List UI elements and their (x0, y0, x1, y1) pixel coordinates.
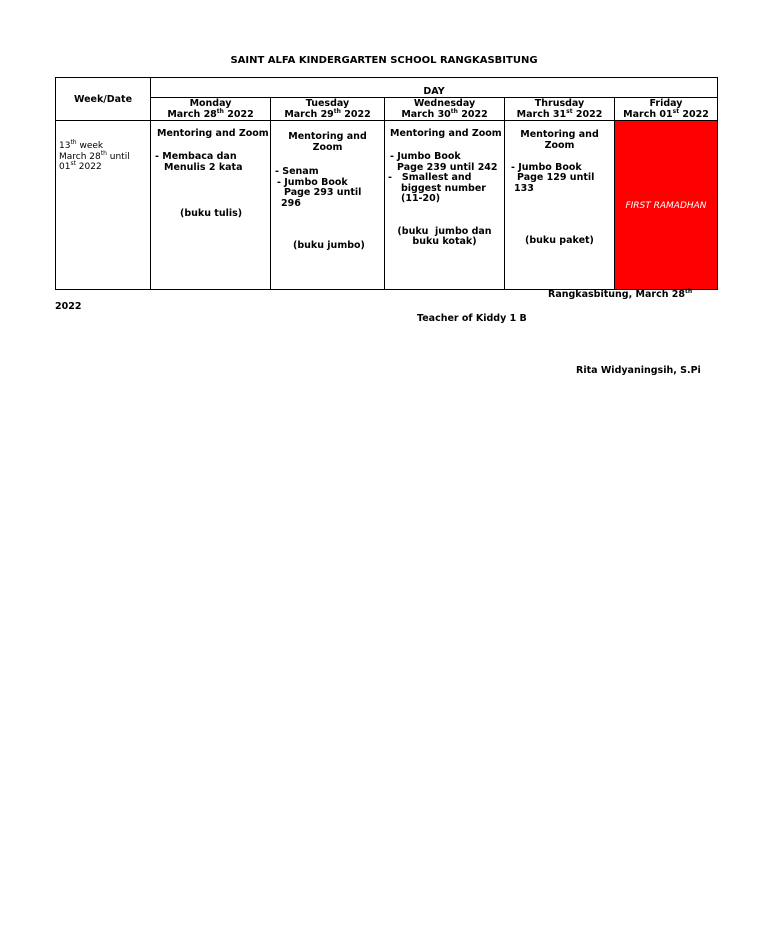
schedule-table (55, 77, 718, 290)
day-column-header (615, 98, 718, 121)
thursday-cell (505, 121, 615, 290)
year-text: 2022 (55, 301, 82, 312)
tuesday-item: Page 293 until (284, 187, 362, 198)
day-columns-row (56, 98, 718, 121)
monday-item: - Membaca dan (155, 151, 237, 162)
wednesday-note: (buku jumbo dan (397, 226, 492, 237)
teacher-title: Teacher of Kiddy 1 B (417, 313, 527, 324)
tuesday-item: - Senam (275, 166, 319, 177)
day-header: DAY (151, 78, 718, 98)
day-date: March 28th 2022 (167, 107, 254, 120)
day-name: Tuesday (305, 98, 350, 109)
thursday-heading: Zoom (544, 140, 575, 151)
thursday-note: (buku paket) (525, 235, 594, 246)
wednesday-item: (11-20) (401, 193, 441, 204)
signature-name: Rita Widyaningsih, S.Pi (576, 365, 701, 376)
wednesday-item: - Jumbo Book (390, 151, 461, 162)
tuesday-cell (271, 121, 385, 290)
tuesday-item: - Jumbo Book (277, 177, 348, 188)
tuesday-note: (buku jumbo) (293, 240, 365, 251)
day-column-header (385, 98, 505, 121)
day-column-header (271, 98, 385, 121)
thursday-item: Page 129 until (517, 172, 595, 183)
day-column-header (505, 98, 615, 121)
day-date: March 30th 2022 (401, 107, 488, 120)
thursday-heading: Mentoring and (520, 129, 599, 140)
tuesday-heading: Mentoring and (288, 131, 367, 142)
week-date-header: Week/Date (56, 78, 151, 121)
monday-note: (buku tulis) (180, 208, 243, 219)
day-name: Friday (649, 98, 683, 109)
monday-cell (151, 121, 271, 290)
holiday-label: FIRST RAMADHAN (625, 200, 707, 211)
thursday-item: 133 (514, 183, 534, 194)
wednesday-heading: Mentoring and Zoom (390, 128, 502, 139)
day-name: Thrusday (534, 98, 585, 109)
thursday-item: - Jumbo Book (511, 162, 582, 173)
day-date: March 31st 2022 (516, 107, 603, 120)
day-date: March 29th 2022 (284, 107, 371, 120)
wednesday-note: buku kotak) (412, 236, 477, 247)
day-name: Monday (189, 98, 232, 109)
friday-holiday-cell (615, 121, 718, 290)
day-date: March 01st 2022 (623, 107, 709, 120)
wednesday-item: - Smallest and (388, 172, 472, 183)
wednesday-item: Page 239 until 242 (397, 162, 498, 173)
tuesday-item: 296 (281, 198, 301, 209)
wednesday-cell (385, 121, 505, 290)
wednesday-item: biggest number (401, 183, 486, 194)
monday-heading: Mentoring and Zoom (157, 128, 269, 139)
page-title: SAINT ALFA KINDERGARTEN SCHOOL RANGKASBITUNG (230, 55, 538, 66)
tuesday-heading: Zoom (312, 142, 343, 153)
place-date: Rangkasbitung, March 28th (548, 287, 693, 300)
day-column-header (151, 98, 271, 121)
day-name: Wednesday (413, 98, 476, 109)
schedule-row (56, 121, 718, 290)
week-cell: 13th week March 28th until 01st 2022 (56, 121, 151, 290)
table-header-row (56, 78, 718, 98)
monday-item: Menulis 2 kata (164, 162, 243, 173)
